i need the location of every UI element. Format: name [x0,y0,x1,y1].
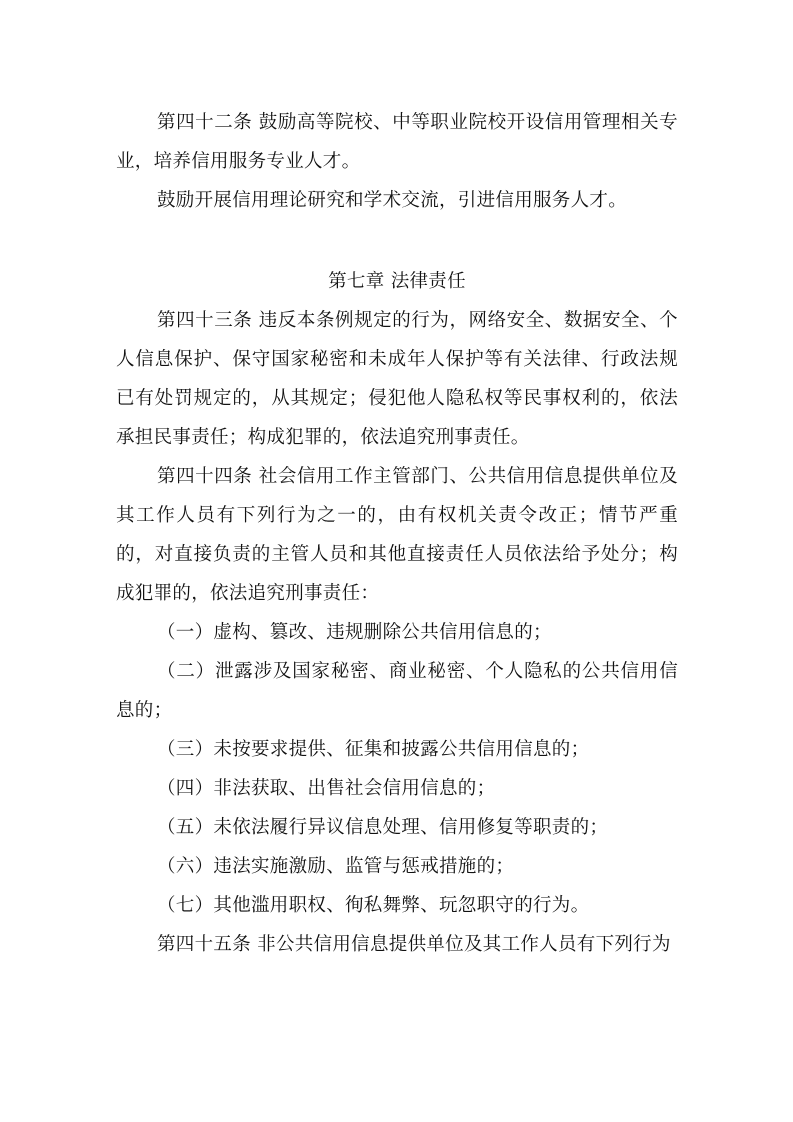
article-42-paragraph: 第四十二条 鼓励高等院校、中等职业院校开设信用管理相关专业，培养信用服务专业人才。 [116,112,678,172]
article-44-item-2: （二）泄露涉及国家秘密、商业秘密、个人隐私的公共信用信息的； [116,661,678,721]
article-43-paragraph: 第四十三条 违反本条例规定的行为，网络安全、数据安全、个人信息保护、保守国家秘密和未成年人保护等有关法律、行政法规已有处罚规定的，从其规定；侵犯他人隐私权等民事权利的，依法承担民事责任；构成犯罪的，依法追究刑事责任。 [116,310,678,448]
article-44-item-1: （一）虚构、篡改、违规删除公共信用信息的； [157,622,552,643]
article-44-item-7: （七）其他滥用职权、徇私舞弊、玩忽职守的行为。 [157,895,590,916]
article-44-paragraph: 第四十四条 社会信用工作主管部门、公共信用信息提供单位及其工作人员有下列行为之一的，由有权机关责令改正；情节严重的，对直接负责的主管人员和其他直接责任人员依法给予处分；构成犯罪的，依法追究刑事责任： [116,466,678,604]
chapter-title: 第七章 法律责任 [328,271,466,292]
section-gap [116,220,678,262]
article-44-item-4: （四）非法获取、出售社会信用信息的； [157,778,496,799]
article-44-item-6: （六）违法实施激励、监管与惩戒措施的； [157,856,515,877]
article-44-item-3: （三）未按要求提供、征集和披露公共信用信息的； [157,739,590,760]
document-page [116,103,678,964]
article-44-item-5: （五）未依法履行异议信息处理、信用修复等职责的； [157,817,609,838]
article-45-paragraph: 第四十五条 非公共信用信息提供单位及其工作人员有下列行为 [157,934,671,955]
article-42-paragraph-2: 鼓励开展信用理论研究和学术交流，引进信用服务人才。 [157,190,628,211]
